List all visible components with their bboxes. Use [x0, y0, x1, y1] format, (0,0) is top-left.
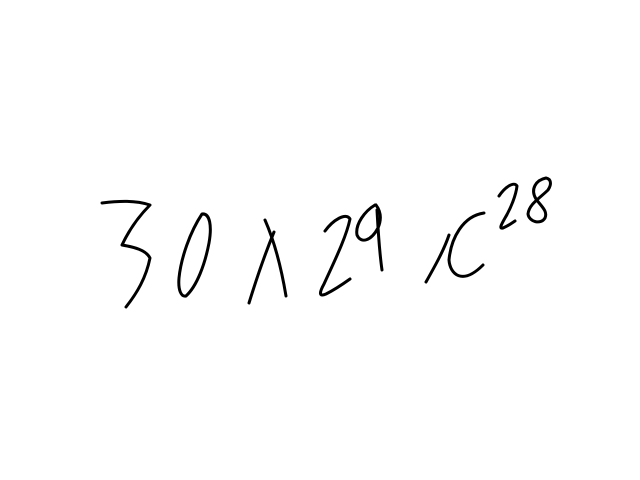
- glyph-x-1: [249, 220, 286, 303]
- glyph-9: [357, 205, 382, 270]
- glyph-3: [102, 201, 150, 307]
- glyph-superscript-8: [528, 178, 550, 222]
- glyph-x-2: [426, 213, 484, 282]
- glyph-0: [179, 214, 211, 296]
- glyph-superscript-2: [499, 184, 517, 228]
- glyph-2: [320, 216, 350, 295]
